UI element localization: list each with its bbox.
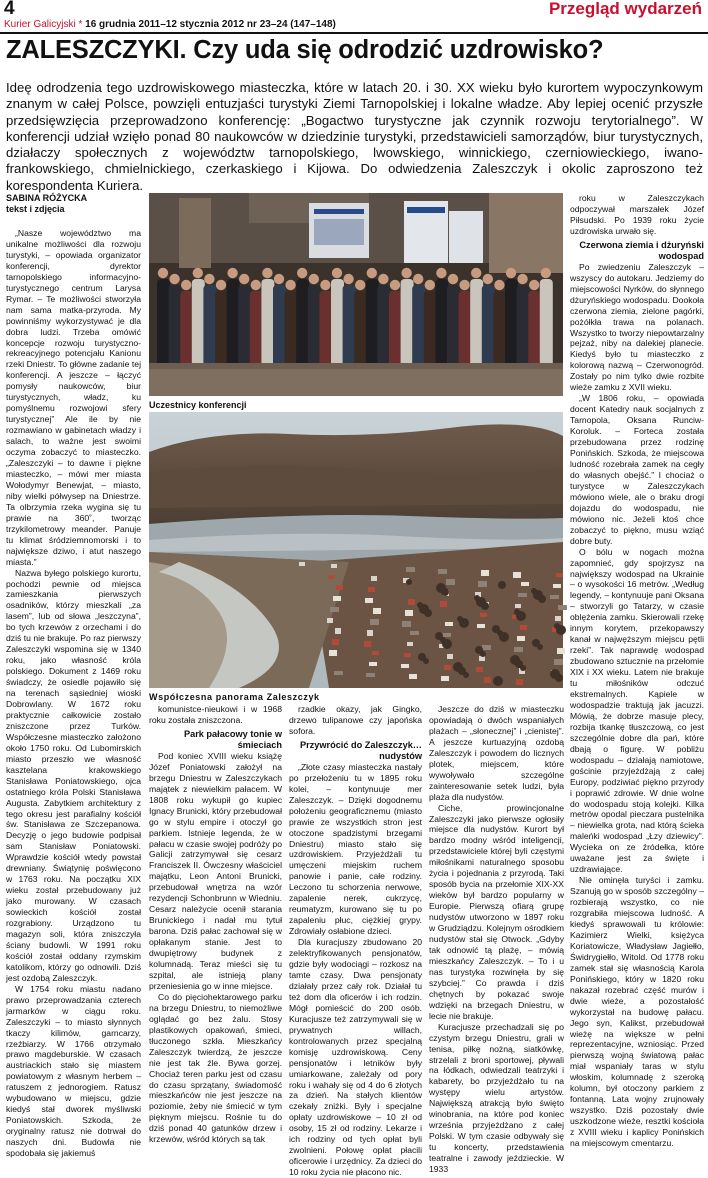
person-figure xyxy=(308,285,321,375)
person-head xyxy=(529,280,539,290)
house-shape xyxy=(372,651,379,655)
house-shape xyxy=(516,679,523,685)
paragraph: Jeszcze do dziś w miasteczku opowiadają o dwóch wspaniałych plażach – „słonecznej” i „cienistej”. A jeszcze kurtuazyjną ozdobą Zaleszczyk i powodem do licznych plotek, miejscem, które wywoływało szczególne zainteresowanie setek ludzi, była plaża dla nudystów. xyxy=(429,704,564,802)
person-figure xyxy=(296,279,309,369)
person-head xyxy=(285,280,295,290)
person-figure xyxy=(157,279,170,369)
person-head xyxy=(471,268,481,278)
article-lead: Ideę odrodzenia tego uzdrowiskowego miasteczka, które w latach 20. i 30. XX wieku było kurortem wypoczynkowym znanym w całej Polsce, powzięli entuzjaści turystyki Ziemi Tarnopolskiej i lokalne władze. Aby lepiej ocenić przyszłe przedsięwzięcia przeprowadzono konferencję: „Bogactwo turystyczne jak czynnik rozwoju terytorialnego”. W konferencji udział wzięło ponad 80 naukowców w dziedzinie turystyki, przedstawicieli samorządów, biur turystycznych, działaczy społecznych z województw tarnopolskiego, lwowskiego, winnickiego, czerniowieckiego, iwano-frankowskiego, chmielnickiego, czerkaskiego i Kijowa. Do odwiedzenia Zaleszczyk i okolic zaproszono też korespondenta Kuriera. xyxy=(6,80,703,193)
subheading: Czerwona ziemia i dżuryński wodospad xyxy=(579,239,704,261)
person-head xyxy=(378,274,388,284)
paragraph: Ciche, prowincjonalne Zaleszczyki jako pierwsze ogłosiły miejsce dla nudystów. Kurort był bardzo modny wśród inteligencji, przedstawiciele której byli częstymi miłośnikami naturalnego sposobu życia i pojednania z przyrodą. Taki sposób bycia na przełomie XIX-XX wieków był bardzo popularny w Europie. Pierwszą ofiarą grupę nudystów utworzono w 1897 roku w Grudziądzu. Kolejnym ośrodkiem nudystów stał się Otwock. „Gdyby tak odnowić tą plażę, – mówią mieszkańcy Zaleszczyk. – To i u nas turystyka rozwinęła by się szybciej.” Co prawda i dziś chętnych by pokazać swoje wdzięki na brzegach Dniestru, w lecie nie brakuje. xyxy=(429,802,564,1021)
house-shape xyxy=(402,621,411,627)
house-shape xyxy=(409,674,417,679)
issue-date: 16 grudnia 2011–12 stycznia 2012 nr 23–24 (147–148) xyxy=(85,19,336,30)
person-figure xyxy=(435,279,448,369)
person-figure xyxy=(540,279,553,369)
panorama-photo xyxy=(149,412,563,688)
house-shape xyxy=(365,598,373,603)
paragraph: Po zwiedzeniu Zaleszczyk – wszyscy do autokaru. Jedziemy do miejscowości Nyrków, do słynnego dżuryńskiego wodospadu. Dookoła czerwona ziemia, zielone pagórki, pożółkła trawa na polanach. Wszystko to tworzy niepowtarzalny pejzaż, niby na dalekiej planecie. Kiedyś było tu miasteczko z kolorową nazwą – Czerwonogród. Zostały po nim tylko dwie rozbite wieże zamku z XVII wieku. xyxy=(570,261,704,393)
paragraph: Pod koniec XVIII wieku książę Józef Poniatowski założył na brzegu Dniestru w Zaleszczykach majątek z niewielkim pałacem. W 1808 roku wykupił go kupiec Ignacy Brunicki, który przebudował go w stylu empire i otoczył go parkiem. Istnieje legenda, że w pałacu w czasie swojej podróży po Galicji zatrzymywał się cesarz Franciszek II. Ówczesny właściciel majątku, Leon Antoni Brunicki, przebudował wnętrza na wzór rezydencji Schonbrunn w Wiedniu. Cesarz należycie ocenił starania Brunickiego i nadał mu tytuł barona. Dziś pałac zachował się w opłakanym stanie. Jest to dwupiętrowy budynek z kolumnadą. Teraz mieści się tu szpital, ale istnieją plany przeniesienia go w inne miejsce. xyxy=(149,750,282,991)
text-column-4 xyxy=(429,704,564,1175)
tree-shape xyxy=(492,625,500,633)
paragraph: „W 1806 roku, – opowiada docent Katedry nauk socjalnych z Tarnopola, Oksana Runciw-Koroluk. – Forteca została przebudowana przez rodzinę Ponińskich. Szkoda, że miejscowa ludność rozebrała zamek na cegły do własnych obejść.” I chociaż o turystyce w Zaleszczykach mówiono wiele, ale o braku drogi dojazdu do wodospadu, nie mówiono nic. Jeżeli ktoś chce zobaczyć to piękno, musu wziąć dobre buty. xyxy=(570,393,704,546)
page-number: 4 xyxy=(4,0,15,19)
person-figure xyxy=(412,285,425,375)
person-head xyxy=(448,274,458,284)
person-head xyxy=(216,280,226,290)
tree-shape xyxy=(510,655,520,665)
paragraph: Kuracjusze przechadzali się po czystym brzegu Dniestru, grali w tenisa, piłkę nożną, siatkówkę, strzelali z broni sportowej, pływali na łódkach, odwiedzali teatrzyki i kabarety, bo przyjeżdżało tu na występy wielu artystów. Największą atrakcją było święto winobrania, na które pod koniec września przyjeżdżano z całej Polski. W tym czasie odbywały się tu koncerty, przedstawienia teatralne i zawody jeździeckie. W 1933 xyxy=(429,1021,564,1175)
tree-shape xyxy=(531,588,537,594)
house-shape xyxy=(555,616,561,621)
house-shape xyxy=(482,645,491,650)
tree-shape xyxy=(475,646,483,654)
person-figure xyxy=(517,285,530,375)
house-shape xyxy=(556,573,563,577)
tree-shape xyxy=(435,632,443,640)
text-column-1 xyxy=(6,228,141,1159)
person-head xyxy=(494,280,504,290)
person-figure xyxy=(227,279,240,369)
house-shape xyxy=(367,630,373,636)
text-column-3 xyxy=(289,704,422,1178)
house-shape xyxy=(518,593,527,597)
house-shape xyxy=(440,601,447,607)
person-figure xyxy=(482,285,495,375)
paragraph: W 1754 roku miastu nadano prawo przeprowadzania czterech jarmarków w ciągu roku. Zaleszczyki – to miasto słynnych tkaczy kilimów, garncarzy, rzeźbiarzy. W 1766 otrzymało prawo magdeburskie. W czasach austriackich stało się miastem powiatowym z własnym herbem – ratuszem z jednorogiem. Ratusz wybudowano w miejscu, gdzie kiedyś stał dworek myśliwski Poniatowskich. Szkoda, że oryginalny ratusz nie dotrwał do naszych dni. Budowla nie spodobała się jakiemuś xyxy=(6,983,141,1159)
person-figure xyxy=(331,279,344,369)
person-figure xyxy=(192,279,205,369)
house-shape xyxy=(480,613,487,617)
house-shape xyxy=(401,664,409,668)
person-head xyxy=(158,268,168,278)
person-head xyxy=(506,268,516,278)
person-head xyxy=(204,274,214,284)
text-column-5 xyxy=(570,193,704,1149)
house-shape xyxy=(441,676,449,681)
house-shape xyxy=(327,618,333,623)
house-shape xyxy=(553,584,561,588)
house-shape xyxy=(366,673,375,677)
paragraph: komunistce-nieukowi i w 1968 roku została zniszczona. xyxy=(149,704,282,725)
house-shape xyxy=(330,607,339,612)
person-head xyxy=(390,280,400,290)
house-shape xyxy=(332,639,339,645)
house-shape xyxy=(442,633,451,637)
person-figure xyxy=(238,285,251,375)
paragraph: roku w Zaleszczykach odpoczywał marszałek Józef Piłsudski. Po 1939 roku życie uzdrowiska urwało się. xyxy=(570,193,704,236)
person-head xyxy=(517,274,527,284)
house-shape xyxy=(335,628,341,634)
tree-shape xyxy=(453,662,463,672)
paragraph: „Nasze województwo ma unikalne możliwości dla rozwoju turystyki, – opowiada organizator konferencji, dyrektor tarnopolskiego informacyjno-turystycznego centrum Larysa Rymar. – Te możliwości stworzyła nam sama matka-przyroda. My powinniśmy wykorzystywać je dla dobra ludzi. Trzeba omówić koncepcje rozwoju turystyczno-rekreacyjnego potencjału Kanionu rzeki Dniestr. To główne zadanie tej konferencji. A jeszcze – łączyć pomysły naukowców, biur turystycznych, władz, ku pomyślnemu rozwojowi sfery turystycznej” Ale ile by nie rozmawiano w gabinetach władzy i salach, to ważne jest swoimi oczyma zobaczyć to miasteczko. „Zaleszczyki – to dawne i piękne miasteczko, – mówi mer miasta Wołodymyr Benewjat, – miasto, niby wielki półwysep na Dniestrze. Ta olbrzymia rzeka wygina się tu prawie na 360˚, tworząc trzykilometrowy meander. Panuje tu klimat śródziemnomorski i to największe dziwo, i atut naszego miasta.” xyxy=(6,228,141,567)
person-head xyxy=(274,274,284,284)
photo2-caption: Współczesna panorama Zaleszczyk xyxy=(149,692,320,702)
house-shape xyxy=(404,653,411,657)
house-shape xyxy=(406,567,415,572)
house-shape xyxy=(521,582,529,586)
house-shape xyxy=(447,654,453,659)
house-shape xyxy=(369,662,377,666)
house-shape xyxy=(405,610,413,616)
tree-shape xyxy=(418,653,426,661)
person-head xyxy=(193,268,203,278)
person-head xyxy=(239,274,249,284)
person-head xyxy=(541,268,551,278)
tree-shape xyxy=(457,616,463,622)
house-shape xyxy=(478,581,487,587)
person-figure xyxy=(169,285,182,375)
tree-shape xyxy=(550,669,560,679)
house-shape xyxy=(481,570,489,576)
paragraph: O bólu w nogach można zapomnieć, gdy spojrzysz na największy wodospad na Ukrainie – o wysokości 16 metrów. „Według legendy, – kontynuuje pani Oksana – stworzyli go Tatarzy, w czasie oblężenia zamku. Skierowali rzekę innym korytem, przekopawszy kanał w najwęższym miejscu pętli rzeki”. Tak naprawdę wodospad zbudowano sztucznie na przełomie XIX i XX wieku. Latem nie brakuje tu miłośników odczuć ekstremalnych. Kąpiele w wodospadzie traktują jak jacuzzi. Mówią, że dobrze masuje plecy, rozbija tkankę tłuszczową, co jest szczególnie dobre dla pań, które dbają o figurę. W pobliżu wodospadu – działają namiotowe, gościnie przyjeżdżają z całej Europy, podziwiać piękno przyrody i poprawić zdrowie. W dnie wolne do wodospadu stoją kolejki. Kilka metrów opodal pieczara pustelnika – niewielka grota, nad którą ścieka maleńki wodospad „Łzy dziewicy”. Wycieka on ze źródełka, które uważane jest za święte i uzdrawiające. xyxy=(570,546,704,875)
person-figure xyxy=(401,279,414,369)
house-shape xyxy=(364,641,371,647)
house-shape xyxy=(438,569,447,574)
person-head xyxy=(169,274,179,284)
person-head xyxy=(181,280,191,290)
house-shape xyxy=(514,647,523,652)
person-figure xyxy=(343,285,356,375)
byline xyxy=(6,193,87,215)
house-shape xyxy=(513,572,521,578)
house-shape xyxy=(557,648,565,654)
section-title: Przegląd wydarzeń xyxy=(548,0,702,18)
house-shape xyxy=(444,665,451,670)
tree-shape xyxy=(514,609,520,615)
person-head xyxy=(436,268,446,278)
tree-shape xyxy=(474,595,480,601)
person-head xyxy=(251,280,261,290)
subheading: Przywrócić do Zaleszczyk… nudystów xyxy=(299,739,422,761)
house-shape xyxy=(520,625,527,630)
subheading: Park pałacowy tonie w śmieciach xyxy=(183,728,282,750)
house-shape xyxy=(517,636,525,641)
zaleszczyki-panorama-image xyxy=(149,412,563,688)
person-head xyxy=(332,268,342,278)
person-figure xyxy=(273,285,286,375)
house-shape xyxy=(333,596,341,601)
tree-shape xyxy=(498,581,506,589)
person-head xyxy=(355,280,365,290)
house-shape xyxy=(484,677,491,683)
article-title: ZALESZCZYKI. Czy uda się odrodzić uzdrowisko? xyxy=(6,36,604,64)
person-head xyxy=(459,280,469,290)
house-shape xyxy=(558,605,567,610)
house-shape xyxy=(550,595,559,599)
house-shape xyxy=(329,650,337,656)
house-shape xyxy=(336,585,343,590)
house-shape xyxy=(477,624,485,628)
tree-shape xyxy=(417,602,423,608)
house-shape xyxy=(476,667,483,672)
person-head xyxy=(343,274,353,284)
house-shape xyxy=(554,659,563,665)
tree-shape xyxy=(436,583,446,593)
house-shape xyxy=(334,671,343,675)
paragraph: Nazwa byłego polskiego kurortu, pochodzi pewnie od miejsca zamieszkania pierwszych osadników, którzy mieszkali „za lasem”, lub od słowa „leszczyna”, bo tych krzewów z orzechami i do dziś tu nie brakuje. Po raz pierwszy Zaleszczyki wspomina się w 1340 roku, jako własność króla polskiego. Dokument z 1469 roku świadczy, że osiedle pojawiło się na terenach sąsiedniej wioski Dobrowlany. W 1672 roku praktycznie całkowicie zostało zniszczone przez Turków. Współczesne miasteczko założono około 1750 roku. Od Lubomirskich miasto przeszło we własność kasztelana krakowskiego Stanisława Poniatowskiego, ojca ostatniego króla Polski Stanisława Augusta. Zabytkiem architektury z tego okresu jest parafialny kościół św. Stanisława ze Szczepanowa. Decyzję o jego budowie podpisał sam Stanisław Poniatowski. Wprawdzie kościół wtedy powstał drewniany. Świątynię poświęcono w 1763 roku. Na początku XIX wieku został przebudowany już jako murowany. W czasach sowieckich kościół został rozgrabiony. Urządzono tu magazyn soli, która zniszczyła ściany budowli. W 1991 roku kościół został oddany rzymskim katolikom, którzy go odnowili. Dziś jest ozdobą Zaleszczyk. xyxy=(6,567,141,983)
person-head xyxy=(413,274,423,284)
person-head xyxy=(401,268,411,278)
house-shape xyxy=(515,604,521,608)
text-column-2 xyxy=(149,704,282,1145)
tree-shape xyxy=(406,579,412,585)
person-figure xyxy=(470,279,483,369)
header-rule xyxy=(0,32,708,34)
house-shape xyxy=(331,564,337,568)
house-shape xyxy=(446,579,455,585)
conference-participants-image xyxy=(149,193,563,396)
house-shape xyxy=(410,631,419,635)
conference-photo xyxy=(149,193,563,396)
paragraph: rzadkie okazy, jak Gingko, drzewo tulipanowe czy japońska sofora. xyxy=(289,704,422,736)
person-figure xyxy=(505,279,518,369)
person-figure xyxy=(377,285,390,375)
person-figure xyxy=(366,279,379,369)
publication-name: Kurier Galicyjski xyxy=(4,19,76,30)
paragraph: Co do pięciohektarowego parku na brzegu Dniestru, to niemożliwe oglądać go bez żalu. Stosy plastikowych opakowań, śmieci, tłuczonego szkła. Mieszkańcy Zaleszczyk twierdzą, że jeszcze nie jest tak źle. Bywa gorzej. Chociaż teren parku jest od czasu do czasu sprzątany, świadomość mieszkańców nie jest jeszcze na poziomie, żeby nie śmiecić w tym pięknym miejscu. Rośnie tu do dziś ponad 40 gatunków drzew i krzewów, wśród których są tak xyxy=(149,991,282,1145)
house-shape xyxy=(371,576,377,581)
house-shape xyxy=(373,608,381,614)
person-head xyxy=(483,274,493,284)
house-shape xyxy=(445,622,453,626)
person-figure xyxy=(447,285,460,375)
person-head xyxy=(367,268,377,278)
tree-shape xyxy=(493,676,503,686)
house-shape xyxy=(368,587,375,592)
house-shape xyxy=(408,599,415,605)
tree-shape xyxy=(532,639,540,647)
author-role: tekst i zdjęcia xyxy=(6,204,65,214)
person-head xyxy=(227,268,237,278)
house-shape xyxy=(299,562,305,566)
photo1-caption: Uczestnicy konferencji xyxy=(149,400,247,410)
author-name: SABINA RÓŻYCKA xyxy=(6,193,88,203)
publication-line xyxy=(4,19,336,30)
paragraph: „Złote czasy miasteczka nastały po przełożeniu tu w 1895 roku kolei, – kontynuuje mer Zaleszczyk. – Dzięki dogodnemu położeniu geograficznemu (miasto prawie ze wszystkich stron jest otoczone spadzistymi brzegami Dniestru) miasto stało się uzdrowiskiem. Przyjeżdżali tu umęczeni miejskim ruchem panowie i panie, całe rodziny. Leczono tu schorzenia nerwowe, zapalenie nerek, cukrzycę, reumatyzm, kurowano się tu po zapaleniu płuc, ciężkiej grypy. Zdrowiały osłabione dzieci. xyxy=(289,761,422,937)
tree-shape xyxy=(554,623,560,629)
person-head xyxy=(320,280,330,290)
house-shape xyxy=(370,619,379,625)
person-head xyxy=(425,280,435,290)
person-figure xyxy=(261,279,274,369)
person-head xyxy=(297,268,307,278)
paragraph: Dla kuracjuszy zbudowano 20 zelektryfikowanych pensjonatów, gdzie były wodociągi – rozkosz na tamte czasy. Dwa pensjonaty działały przez cały rok. Działał tu też dom dla oficerów i ich rodzin. Mógł pomieścić do 200 osób. Kuracjusze też zatrzymywali się w prywatnych willach, kontrolowanych przez specjalną komisję uzdrowiskową. Ceny pensjonatów i letników były umiarkowane, zależały od pory roku i wahały się od 4 do 6 złotych za dzień. Na stałych klientów czekały zniżki. Były i specjalne opłaty uzdrowiskowe – 10 zł od osoby, 15 zł od rodziny. Lekarze i ich rodziny od tych opłat byli zwolnieni. Połowę opłat płacili oficerowie i urzędnicy. Za dzieci do 10 roku życia nie płacono nic. xyxy=(289,937,422,1178)
person-head xyxy=(309,274,319,284)
person-head xyxy=(262,268,272,278)
person-figure xyxy=(203,285,216,375)
paragraph: Nie ominęła turyści i zamku. Szanują go w sposób szczególny – rozbierają wszystko, co nie rozgrabiła miejscowa ludność. A kiedyś sprawowali tu królowie: Kazimierz Wielki, księżyca Koriatowicze, Władysław Jagiełło, Świdrygiełło, Witold. Od 1778 roku zamek stał się własnością Karola Ponińskiego, który w 1820 roku nakazał rozebrać część murów i dwie wieże, a pozostałość wykorzystał na budowę pałacu. Jego syn, Kalikst, przebudował wieżę na większe w pełni reprezentacyjne, wzniosiąc. Przed pierwszą wojną światową pałac miał wspaniały taras w stylu włoskim, kolumnadę z szeroką kolumn, był otoczony parkiem z fontanną. Lata wojny zrujnowały wszystko. Dziś pozostały dwie uszkodzone wieże, resztki kościoła z XVIII wieku i kaplicy Ponińskich na miejscowym cmentarzu. xyxy=(570,875,704,1149)
house-shape xyxy=(407,642,413,646)
page-header xyxy=(0,0,708,34)
house-shape xyxy=(328,575,335,579)
publication-separator: * xyxy=(78,19,83,30)
